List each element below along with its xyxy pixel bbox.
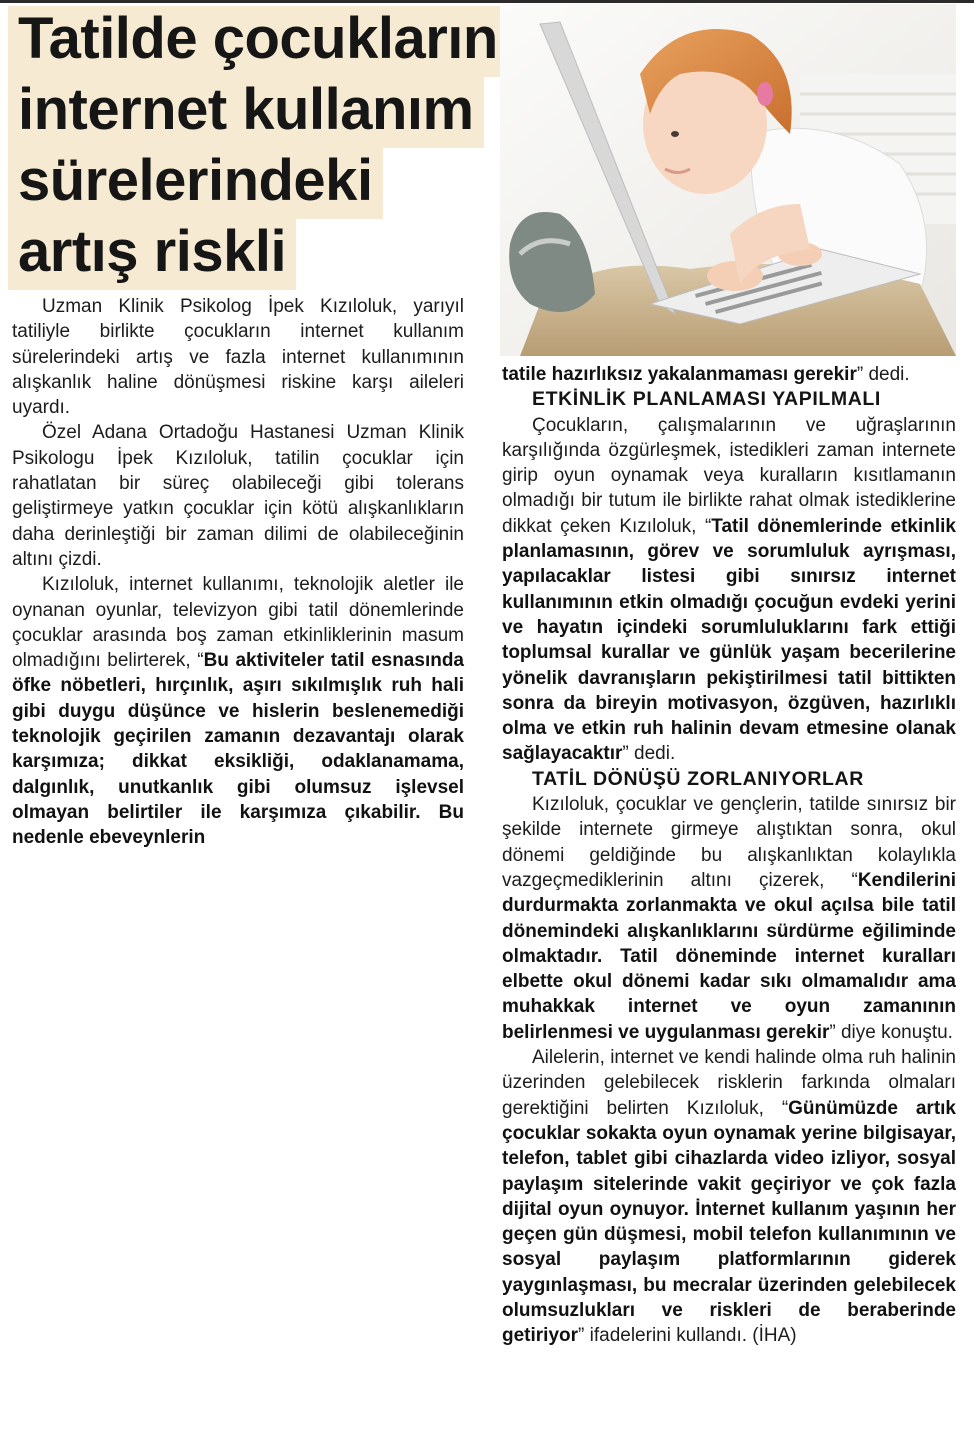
- headline-line-3: sürelerindeki: [8, 148, 383, 219]
- paragraph-text: ” dedi.: [622, 743, 676, 765]
- paragraph-text: Kızıloluk, çocuklar ve gençlerin, tatilde sınırsız bir şekilde internete girmeye alıştıktan sonra, okul dönemi geldiğinde bu alışkanlıktan kolaylıkla vazgeçmediklerinin altını çizerek, “: [502, 794, 956, 891]
- paragraph: [502, 1045, 956, 1349]
- headline-line-4: artış riskli: [8, 219, 296, 290]
- subheading: ETKİNLİK PLANLAMASI YAPILMALI: [532, 388, 881, 411]
- paragraph-text: Ailelerin, internet ve kendi halinde olma ruh halinin üzerinden gelebilecek risklerin farkında olmaları gerektiğini belirten Kızıloluk, “: [502, 1047, 956, 1119]
- child-with-laptop-photo: [500, 4, 956, 356]
- paragraph-text: Özel Adana Ortadoğu Hastanesi Uzman Klinik Psikologu İpek Kızıloluk, tatilin çocuklar için rahatlatan bir süreç olabileceği gibi tolerans geliştirmeye yatkın çocuklar için kötü alışkanlıkların daha derinleştiği bir zaman dilimi de olabileceğinin altını çizdi.: [12, 422, 464, 570]
- paragraph-text: Çocukların, çalışmalarının ve uğraşlarının karşılığında özgürleşmek, istedikleri zaman internete girip oyun oynamak veya kuralların kısıtlamanın olmadığı bir tutum ile birlikte rahat olmak istediklerine dikkat çeken Kızıloluk, “: [502, 414, 956, 537]
- paragraph-text: Kızıloluk, internet kullanımı, teknolojik aletler ile oynanan oyunlar, televizyon gibi tatil dönemlerinde çocuklar arasında boş zaman etkinliklerinin masum olmadığını belirterek, “: [12, 574, 464, 672]
- paragraph-text: ” diye konuştu.: [829, 1021, 953, 1043]
- headline-line-1: Tatilde çocukların: [8, 6, 508, 77]
- quote-bold: tatile hazırlıksız yakalanmaması gerekir: [502, 364, 857, 385]
- headline-line-2: internet kullanım: [8, 77, 484, 148]
- quote-bold: Kendilerini durdurmakta zorlanmakta ve okul açılsa bile tatil dönemindeki alışkanlıklarını sürdürme eğiliminde olmaktadır. Tatil döneminde internet kuralları elbette okul dönemi kadar sıkı olmamalıdır ama muhakkak internet ve oyun zamanının belirlenmesi ve uygulanması gerekir: [502, 869, 956, 1043]
- paragraph: [502, 362, 956, 387]
- quote-bold: Günümüzde artık çocuklar sokakta oyun oynamak yerine bilgisayar, telefon, tablet gibi cihazlarda video izliyor, sosyal paylaşım sitelerinde vakit geçiriyor ve çok fazla dijital oyun oynuyor. İnternet kullanım yaşının her geçen gün düşmesi, mobil telefon kullanımının ve sosyal paylaşım platformlarının giderek yaygınlaşması, bu mecralar üzerinden gelebilecek olumsuzlukları ve riskleri de beraberinde getiriyor: [502, 1097, 956, 1347]
- quote-bold: Bu aktiviteler tatil esnasında öfke nöbetleri, hırçınlık, aşırı sıkılmışlık ruh hali gibi duygu düşünce ve hislerin beslenemediği teknolojik geçirilen zamanın dezavantajı olarak karşımıza; dikkat eksikliği, odaklanamama, dalgınlık, unutkanlık gibi olumsuz işlevsel olmayan belirtiler ile karşımıza çıkabilir. Bu nedenle ebeveynlerin: [12, 650, 464, 849]
- paragraph: Uzman Klinik Psikolog İpek Kızıloluk, yarıyıl tatiliyle birlikte çocukların internet kullanım sürelerindeki artış ve fazla internet kullanımının alışkanlık haline dönüşmesi riskine karşı aileleri uyardı.: [12, 296, 464, 419]
- subheading: TATİL DÖNÜŞÜ ZORLANIYORLAR: [532, 767, 864, 790]
- paragraph: [502, 792, 956, 1045]
- quote-bold: Tatil dönemlerinde etkinlik planlamasının, görev ve sorumluluk ayrışması, yapılacaklar listesi gibi sınırsız internet kullanımının etkin olmadığı çocuğun evdeki yerini ve hayatın içindeki sorumluluklarını fark ettiği toplumsal kurallar ve günlük yaşam becerilerine yönelik davranışların pekiştirilmesi tatil bittikten sonra da bireyin motivasyon, özgüven, hazırlıklı olma ve etkin ruh halinin devam etmesine olanak sağlayacaktır: [502, 515, 956, 765]
- article-column-left: [12, 294, 464, 851]
- paragraph: [12, 420, 464, 572]
- top-rule: [0, 0, 974, 3]
- paragraph-text: ” dedi.: [856, 364, 910, 385]
- paragraph-text: ” ifadelerini kullandı. (İHA): [578, 1325, 797, 1347]
- article-column-right: [502, 362, 956, 1349]
- paragraph: [502, 413, 956, 767]
- paragraph: [12, 572, 464, 850]
